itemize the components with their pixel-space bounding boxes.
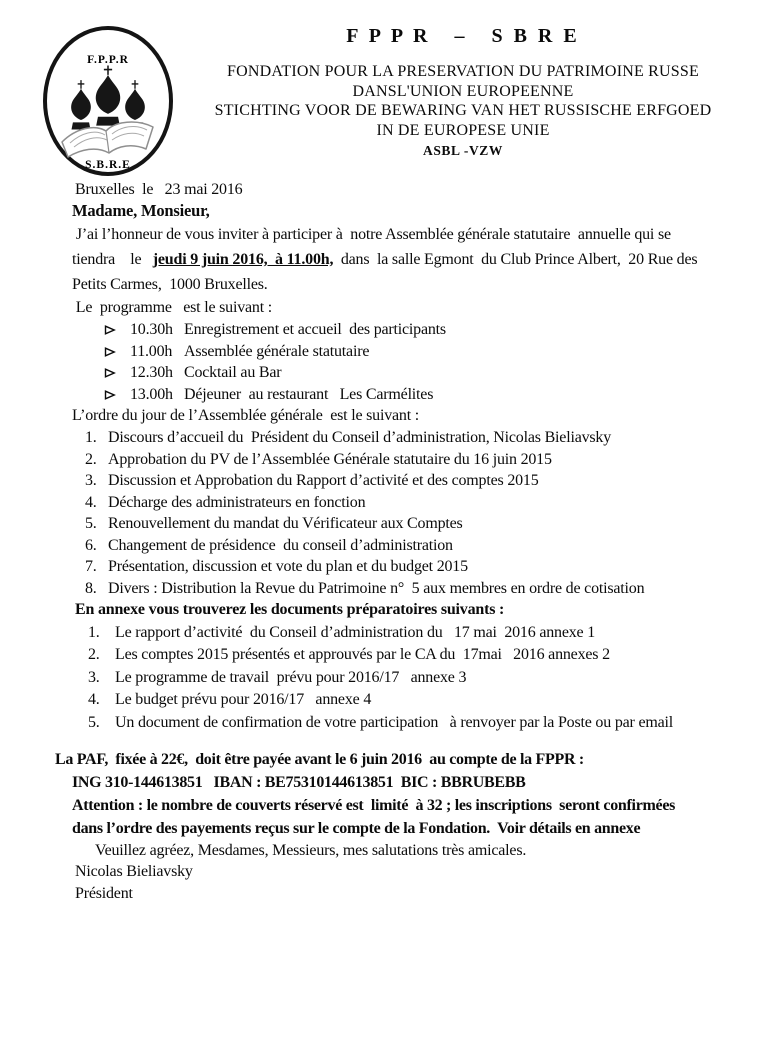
annex-item	[72, 667, 716, 690]
org-logo	[33, 22, 183, 180]
programme-intro: Le programme est le suivant :	[72, 299, 273, 316]
programme-item	[72, 341, 716, 363]
programme-time: 10.30h	[130, 321, 173, 338]
agenda-number: 2.	[85, 450, 97, 468]
programme-label: Assemblée générale statutaire	[184, 342, 370, 360]
agenda-text: Approbation du PV de l’Assemblée Générale statutaire du 16 juin 2015	[108, 450, 552, 468]
arrowhead-bullet-icon	[104, 323, 130, 336]
annex-text: Un document de confirmation de votre participation à renvoyer par la Poste ou par email	[115, 713, 674, 731]
invitation-text-before: J’ai l’honneur de vous inviter à participer à notre Assemblée générale statutaire annuelle qui se tiendra le	[72, 226, 675, 268]
agenda-text: Décharge des administrateurs en fonction	[108, 493, 366, 511]
church-domes-icon	[71, 65, 145, 129]
letter-body	[0, 180, 782, 905]
programme-list	[72, 319, 716, 405]
arrowhead-bullet-icon	[104, 388, 130, 401]
attention-line1: Attention : le nombre de couverts réservé est limité à 32 ; les inscriptions seront confirmées	[72, 797, 676, 814]
programme-label: Déjeuner au restaurant Les Carmélites	[184, 385, 434, 403]
meeting-date-highlight: jeudi 9 juin 2016, à 11.00h,	[152, 251, 334, 268]
org-name-fr-line1: FONDATION POUR LA PRESERVATION DU PATRIMOINE RUSSE	[227, 63, 699, 80]
agenda-item	[72, 449, 716, 471]
agenda-item	[72, 578, 716, 600]
invitation-paragraph	[72, 222, 716, 297]
signature-name: Nicolas Bieliavsky	[75, 863, 193, 880]
agenda-text: Changement de présidence du conseil d’administration	[108, 536, 453, 554]
agenda-item	[72, 492, 716, 514]
org-name-lines	[212, 62, 714, 140]
agenda-item	[72, 535, 716, 557]
agenda-text: Discours d’accueil du Président du Conseil d’administration, Nicolas Bieliavsky	[108, 429, 612, 446]
dateline: Bruxelles le 23 mai 2016	[75, 181, 243, 198]
annex-item	[72, 689, 716, 712]
annex-number: 1.	[88, 623, 100, 641]
logo-top-label: F.P.P.R	[87, 54, 129, 66]
agenda-number: 8.	[85, 579, 97, 597]
arrowhead-bullet-icon	[104, 345, 130, 358]
org-name-nl-line2: IN DE EUROPESE UNIE	[376, 121, 550, 139]
annex-number: 5.	[88, 713, 100, 731]
closing-salutation: Veuillez agréez, Mesdames, Messieurs, mes salutations très amicales.	[95, 842, 527, 859]
payment-amount-line: La PAF, fixée à 22€, doit être payée avant le 6 juin 2016 au compte de la FPPR :	[55, 751, 584, 768]
agenda-number: 5.	[85, 515, 97, 532]
agenda-text: Renouvellement du mandat du Vérificateur aux Comptes	[108, 515, 463, 532]
annex-number: 3.	[88, 668, 100, 686]
invitation-text-after: dans la salle Egmont du Club Prince Albert, 20 Rue des Petits Carmes, 1000 Bruxelles.	[72, 251, 702, 293]
attention-line2: dans l’ordre des payements reçus sur le compte de la Fondation. Voir détails en annexe	[72, 820, 641, 837]
bank-account-line: ING 310-144613851 IBAN : BE75310144613851 BIC : BBRUBEBB	[72, 774, 526, 791]
programme-label: Enregistrement et accueil des participants	[184, 321, 446, 338]
legal-form-label: ASBL -VZW	[422, 143, 504, 158]
agenda-number: 4.	[85, 493, 97, 511]
agenda-number: 7.	[85, 558, 97, 575]
agenda-number: 1.	[85, 429, 97, 446]
agenda-item	[72, 427, 716, 449]
programme-time: 13.00h	[130, 385, 173, 403]
letterhead-text	[212, 0, 714, 159]
agenda-item	[72, 556, 716, 578]
arrowhead-bullet-icon	[104, 366, 130, 379]
agenda-item	[72, 513, 716, 535]
agenda-item	[72, 470, 716, 492]
annex-text: Le programme de travail prévu pour 2016/17 annexe 3	[115, 668, 467, 686]
logo-bottom-label: S.B.R.E	[85, 159, 131, 171]
signature-title: Président	[75, 885, 133, 902]
payment-note	[55, 748, 716, 840]
agenda-number: 3.	[85, 472, 97, 489]
annex-item	[72, 644, 716, 667]
letterhead	[0, 0, 782, 180]
annex-number: 2.	[88, 646, 100, 663]
org-logo-image	[33, 22, 183, 180]
org-name-fr-line2: DANSL'UNION EUROPEENNE	[352, 82, 574, 100]
annex-list	[72, 622, 716, 735]
annex-text: Le budget prévu pour 2016/17 annexe 4	[115, 691, 372, 708]
programme-item	[72, 384, 716, 406]
salutation: Madame, Monsieur,	[72, 201, 210, 220]
agenda-list	[72, 427, 716, 599]
annex-text: Les comptes 2015 présentés et approuvés par le CA du 17mai 2016 annexes 2	[115, 646, 610, 663]
annex-heading: En annexe vous trouverez les documents préparatoires suivants :	[75, 601, 505, 618]
programme-time: 11.00h	[130, 342, 173, 360]
org-acronym-title: F P P R – S B R E	[346, 25, 580, 47]
annex-number: 4.	[88, 691, 100, 708]
programme-time: 12.30h	[130, 364, 173, 381]
agenda-text: Discussion et Approbation du Rapport d’activité et des comptes 2015	[108, 472, 539, 489]
agenda-intro: L’ordre du jour de l’Assemblée générale est le suivant :	[72, 407, 420, 424]
programme-item	[72, 362, 716, 384]
agenda-text: Divers : Distribution la Revue du Patrimoine n° 5 aux membres en ordre de cotisation	[108, 579, 645, 597]
annex-item	[72, 622, 716, 645]
programme-label: Cocktail au Bar	[184, 364, 282, 381]
org-name-nl-line1: STICHTING VOOR DE BEWARING VAN HET RUSSISCHE ERFGOED	[214, 102, 712, 119]
annex-text: Le rapport d’activité du Conseil d’administration du 17 mai 2016 annexe 1	[115, 623, 596, 641]
agenda-number: 6.	[85, 536, 97, 554]
programme-item	[72, 319, 716, 341]
annex-item	[72, 712, 716, 735]
agenda-text: Présentation, discussion et vote du plan et du budget 2015	[108, 558, 468, 575]
